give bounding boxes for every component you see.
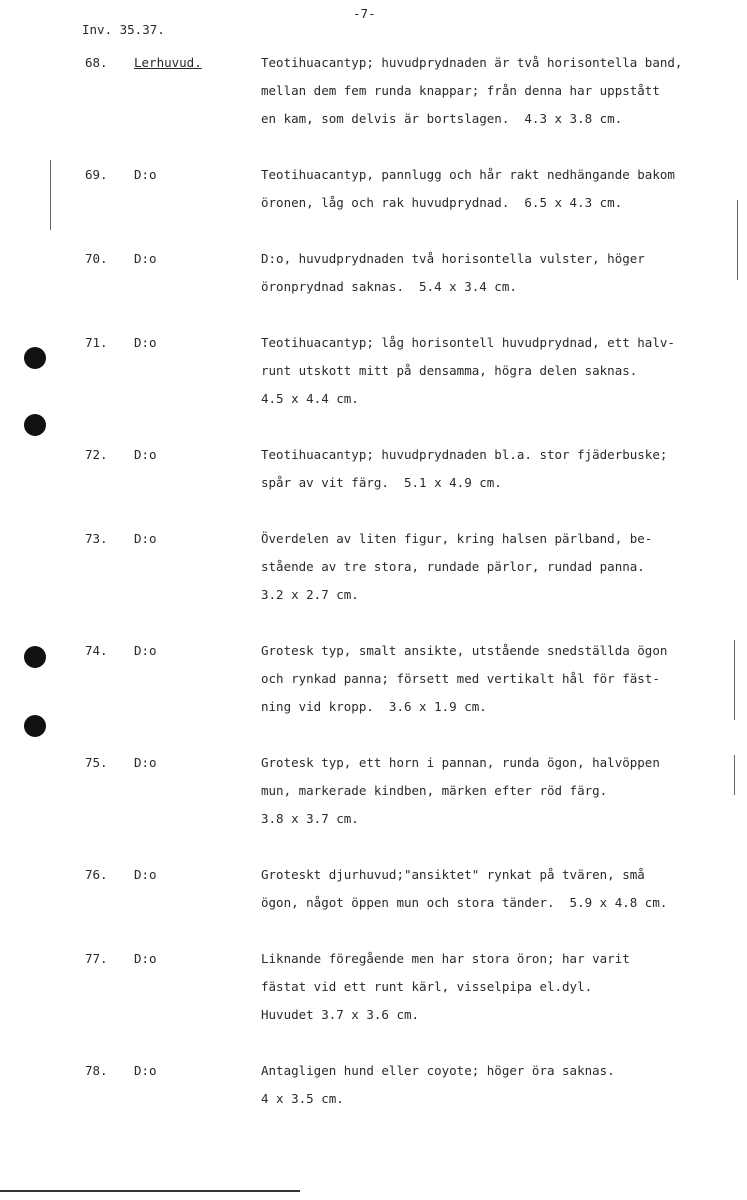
entry-name: D:o bbox=[134, 335, 157, 350]
description-line: Antagligen hund eller coyote; höger öra saknas. bbox=[261, 1063, 615, 1078]
punch-hole-2 bbox=[24, 414, 46, 436]
entry-name: Lerhuvud. bbox=[134, 55, 202, 70]
description-line: Groteskt djurhuvud;"ansiktet" rynkat på tvären, små bbox=[261, 867, 645, 882]
entry-number: 74. bbox=[85, 643, 108, 658]
entry-name: D:o bbox=[134, 447, 157, 462]
entry-description bbox=[261, 643, 745, 727]
description-line: Teotihuacantyp; huvudprydnaden bl.a. stor fjäderbuske; bbox=[261, 447, 668, 462]
description-line: Teotihuacantyp; huvudprydnaden är två horisontella band, bbox=[261, 55, 683, 70]
entry-description bbox=[261, 755, 745, 839]
entry-description bbox=[261, 55, 745, 139]
entry-name: D:o bbox=[134, 167, 157, 182]
entry-number: 78. bbox=[85, 1063, 108, 1078]
entry-description bbox=[261, 167, 745, 223]
entry-number: 70. bbox=[85, 251, 108, 266]
description-line: stående av tre stora, rundade pärlor, rundad panna. bbox=[261, 559, 645, 574]
description-line: Grotesk typ, ett horn i pannan, runda ögon, halvöppen bbox=[261, 755, 660, 770]
entry-description bbox=[261, 1063, 745, 1119]
entry-name: D:o bbox=[134, 755, 157, 770]
description-line: Liknande föregående men har stora öron; har varit bbox=[261, 951, 630, 966]
entry-name: D:o bbox=[134, 951, 157, 966]
entry-name: D:o bbox=[134, 643, 157, 658]
description-line: 4 x 3.5 cm. bbox=[261, 1091, 344, 1106]
entry-number: 68. bbox=[85, 55, 108, 70]
punch-hole-4 bbox=[24, 715, 46, 737]
entry-description bbox=[261, 447, 745, 503]
entry-number: 73. bbox=[85, 531, 108, 546]
description-line: mellan dem fem runda knappar; från denna har uppstått bbox=[261, 83, 660, 98]
entry-number: 72. bbox=[85, 447, 108, 462]
entry-name: D:o bbox=[134, 1063, 157, 1078]
description-line: Grotesk typ, smalt ansikte, utstående snedställda ögon bbox=[261, 643, 668, 658]
description-line: 3.8 x 3.7 cm. bbox=[261, 811, 359, 826]
description-line: Överdelen av liten figur, kring halsen pärlband, be- bbox=[261, 531, 653, 546]
punch-hole-3 bbox=[24, 646, 46, 668]
entry-description bbox=[261, 531, 745, 615]
bottom-rule bbox=[0, 1190, 300, 1192]
description-line: Teotihuacantyp, pannlugg och hår rakt nedhängande bakom bbox=[261, 167, 675, 182]
description-line: öronen, låg och rak huvudprydnad. 6.5 x 4.3 cm. bbox=[261, 195, 623, 210]
punch-hole-1 bbox=[24, 347, 46, 369]
description-line: och rynkad panna; försett med vertikalt hål för fäst- bbox=[261, 671, 660, 686]
entry-description bbox=[261, 335, 745, 419]
description-line: runt utskott mitt på densamma, högra delen saknas. bbox=[261, 363, 638, 378]
entry-number: 71. bbox=[85, 335, 108, 350]
description-line: öronprydnad saknas. 5.4 x 3.4 cm. bbox=[261, 279, 517, 294]
entry-name: D:o bbox=[134, 251, 157, 266]
description-line: Teotihuacantyp; låg horisontell huvudprydnad, ett halv- bbox=[261, 335, 675, 350]
description-line: 3.2 x 2.7 cm. bbox=[261, 587, 359, 602]
entry-number: 76. bbox=[85, 867, 108, 882]
description-line: spår av vit färg. 5.1 x 4.9 cm. bbox=[261, 475, 502, 490]
entry-description bbox=[261, 951, 745, 1035]
entry-number: 69. bbox=[85, 167, 108, 182]
inventory-number: Inv. 35.37. bbox=[82, 22, 165, 37]
description-line: D:o, huvudprydnaden två horisontella vulster, höger bbox=[261, 251, 645, 266]
entry-name: D:o bbox=[134, 531, 157, 546]
description-line: Huvudet 3.7 x 3.6 cm. bbox=[261, 1007, 420, 1022]
description-line: ögon, något öppen mun och stora tänder. 5.9 x 4.8 cm. bbox=[261, 895, 668, 910]
entry-description bbox=[261, 867, 745, 923]
entry-number: 75. bbox=[85, 755, 108, 770]
description-line: mun, markerade kindben, märken efter röd färg. bbox=[261, 783, 608, 798]
margin-mark bbox=[50, 160, 51, 230]
description-line: ning vid kropp. 3.6 x 1.9 cm. bbox=[261, 699, 487, 714]
entry-description bbox=[261, 251, 745, 307]
entry-name: D:o bbox=[134, 867, 157, 882]
entry-number: 77. bbox=[85, 951, 108, 966]
description-line: 4.5 x 4.4 cm. bbox=[261, 391, 359, 406]
description-line: en kam, som delvis är bortslagen. 4.3 x 3.8 cm. bbox=[261, 111, 623, 126]
page-number: -7- bbox=[353, 6, 376, 21]
description-line: fästat vid ett runt kärl, visselpipa el.dyl. bbox=[261, 979, 593, 994]
